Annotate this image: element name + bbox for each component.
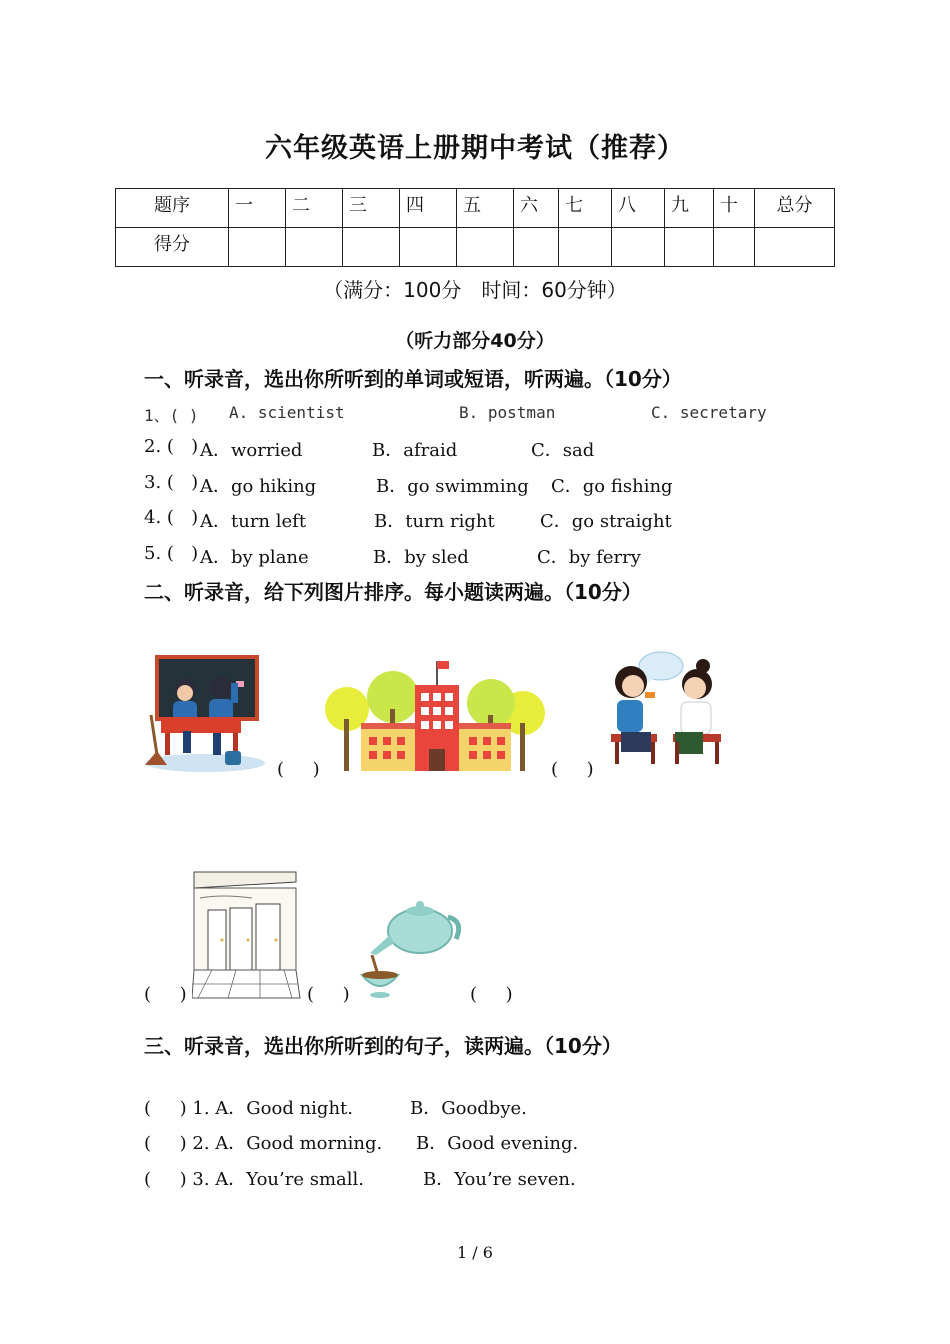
score-input-cell[interactable] — [559, 228, 612, 267]
girls-talking-picture — [603, 648, 727, 772]
q4-number: 4. ( ) — [144, 507, 199, 528]
picture1-answer-blank[interactable]: ( ) — [277, 759, 320, 780]
s3-q2-option-b: B．Good evening. — [416, 1133, 579, 1154]
listening-label: （听力部分40分） — [395, 330, 555, 352]
restroom-stalls-picture — [192, 868, 302, 1000]
table-cell: 七 — [559, 189, 612, 228]
teapot-pouring-picture — [356, 895, 466, 1001]
score-input-cell[interactable] — [400, 228, 457, 267]
q5-number: 5. ( ) — [144, 543, 199, 564]
s3-q2-option-a: ( ) 2. A．Good morning. — [144, 1133, 383, 1154]
q4-option-b: B．turn right — [374, 511, 495, 532]
table-cell: 九 — [665, 189, 714, 228]
table-cell: 总分 — [755, 189, 835, 228]
q1-option-a: A. scientist — [229, 403, 345, 422]
table-cell: 十 — [714, 189, 755, 228]
page-title: 六年级英语上册期中考试（推荐） — [265, 133, 685, 164]
section1-heading: 一、听录音，选出你所听到的单词或短语，听两遍。（10分） — [144, 367, 682, 391]
q5-option-b: B．by sled — [373, 547, 469, 568]
q3-number: 3. ( ) — [144, 472, 199, 493]
table-cell: 题序 — [116, 189, 229, 228]
s3-q1-option-b: B．Goodbye. — [410, 1098, 527, 1119]
exam-info: （满分：100分 时间：60分钟） — [323, 278, 627, 302]
q3-option-a: A．go hiking — [200, 476, 317, 497]
s3-q3-option-a: ( ) 3. A．You’re small. — [144, 1169, 364, 1190]
q2-option-b: B．afraid — [372, 440, 458, 461]
score-input-cell[interactable] — [714, 228, 755, 267]
q2-option-c: C．sad — [531, 440, 595, 461]
q4-option-a: A．turn left — [200, 511, 307, 532]
picture5-answer-blank[interactable]: ( ) — [307, 984, 350, 1005]
score-input-cell[interactable] — [514, 228, 559, 267]
table-cell: 三 — [343, 189, 400, 228]
page-number: 1 / 6 — [457, 1243, 493, 1262]
score-input-cell[interactable] — [457, 228, 514, 267]
score-input-cell[interactable] — [665, 228, 714, 267]
score-input-cell[interactable] — [612, 228, 665, 267]
table-cell: 得分 — [116, 228, 229, 267]
section2-heading: 二、听录音，给下列图片排序。每小题读两遍。（10分） — [144, 580, 642, 604]
picture6-answer-blank[interactable]: ( ) — [470, 984, 513, 1005]
q3-option-c: C．go fishing — [551, 476, 673, 497]
q5-option-a: A．by plane — [200, 547, 309, 568]
score-table-score-row — [116, 228, 835, 267]
q2-option-a: A．worried — [200, 440, 303, 461]
table-cell: 一 — [229, 189, 286, 228]
table-cell: 八 — [612, 189, 665, 228]
school-building-picture — [323, 657, 547, 775]
q2-number: 2. ( ) — [144, 436, 199, 457]
table-cell: 五 — [457, 189, 514, 228]
s3-q3-option-b: B．You’re seven. — [423, 1169, 576, 1190]
q1-number: 1、( ) — [144, 406, 199, 425]
table-cell: 四 — [400, 189, 457, 228]
q3-option-b: B．go swimming — [376, 476, 529, 497]
score-input-cell[interactable] — [286, 228, 343, 267]
picture2-answer-blank[interactable]: ( ) — [551, 759, 594, 780]
q1-option-c: C. secretary — [651, 403, 767, 422]
picture4-answer-blank[interactable]: ( ) — [144, 984, 187, 1005]
q4-option-c: C．go straight — [540, 511, 672, 532]
table-cell: 二 — [286, 189, 343, 228]
q5-option-c: C．by ferry — [537, 547, 641, 568]
score-input-cell[interactable] — [229, 228, 286, 267]
score-input-cell[interactable] — [755, 228, 835, 267]
score-table — [115, 188, 835, 267]
s3-q1-option-a: ( ) 1. A．Good night. — [144, 1098, 353, 1119]
section3-heading: 三、听录音，选出你所听到的句子，读两遍。（10分） — [144, 1034, 622, 1058]
q1-option-b: B. postman — [459, 403, 556, 422]
table-cell: 六 — [514, 189, 559, 228]
score-table-header-row — [116, 189, 835, 228]
cleaning-classroom-picture — [143, 655, 273, 775]
score-input-cell[interactable] — [343, 228, 400, 267]
